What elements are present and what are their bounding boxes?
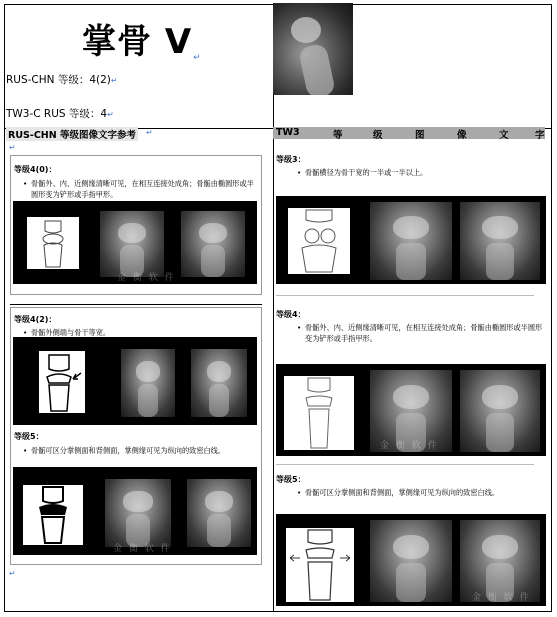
watermark: 金 衡 软 件 — [117, 273, 176, 283]
paragraph-mark-icon: ↵ — [9, 143, 16, 152]
grade-label: 等级5： — [276, 475, 306, 484]
image-panel — [276, 196, 546, 284]
rus-chn-grade: RUS-CHN 等级：4(2)↵ — [6, 74, 118, 86]
epiphysis-shape — [291, 17, 321, 43]
watermark: 金 衡 软 件 — [113, 544, 172, 554]
grade-label: 等级4： — [276, 310, 306, 319]
paragraph-mark-icon: ↵ — [193, 53, 202, 63]
xray-image-icon — [370, 520, 452, 602]
section-divider — [276, 295, 534, 296]
xray-image-icon — [370, 202, 452, 280]
section-divider — [276, 464, 534, 465]
watermark: 金 衡 软 件 — [472, 593, 531, 603]
grade-description: • 骨骺可区分掌侧面和背侧面，掌侧缘可见为纵向的致密白线。 — [305, 487, 545, 498]
grade-label: 等级4(2)： — [14, 315, 57, 324]
tw3-grade: TW3-C RUS 等级：4↵ — [6, 108, 114, 120]
xray-image-icon — [460, 202, 540, 280]
xray-image-icon — [105, 479, 171, 547]
xray-image-icon — [100, 211, 164, 277]
xray-thumbnail — [273, 3, 353, 95]
paragraph-mark-icon: ↵ — [107, 110, 114, 119]
page-title: 掌骨 V↵ — [82, 22, 202, 63]
section-divider — [10, 304, 262, 305]
grade-description: • 骨骺外侧端与骨干等宽。 — [31, 327, 253, 338]
bone-sketch-icon — [39, 351, 85, 413]
tw3-title-char: 文 — [499, 130, 509, 141]
tw3-section-title — [273, 127, 545, 139]
xray-image-icon — [121, 349, 175, 417]
bone-sketch-icon — [286, 528, 354, 602]
image-panel — [276, 514, 546, 606]
bone-sketch-icon — [288, 208, 350, 274]
tw3-title-char: 图 — [415, 130, 425, 141]
watermark: 金 衡 软 件 — [380, 441, 439, 451]
grade-label: 等级3： — [276, 155, 306, 164]
grade-description: • 骨骺可区分掌侧面和背侧面，掌侧缘可见为纵向的致密白线。 — [31, 445, 243, 456]
paragraph-mark-icon: ↵ — [110, 76, 118, 85]
tw3-title-char: 级 — [373, 130, 383, 141]
rus-chn-section-title: RUS-CHN 等级图像文字参考 — [6, 127, 138, 141]
grade-description: • 骨骺外、内、近侧缘清晰可见，在相互连接处成角；骨骺由椭圆形或半圆形变为铲形或手指甲形。 — [305, 322, 545, 344]
grade-description: • 骨骺外、内、近侧缘清晰可见，在相互连接处成角；骨骺由椭圆形或半圆形变为铲形或手指甲形。 — [31, 178, 257, 200]
paragraph-mark-icon: ↵ — [146, 128, 153, 137]
grade-description: • 骨骺横径为骨干宽的一半或一半以上。 — [305, 167, 541, 178]
image-panel — [276, 364, 546, 456]
tw3-title-char: 等 — [333, 130, 343, 141]
xray-image-icon — [191, 349, 247, 417]
tw3-title-char: 字 — [535, 130, 545, 141]
grade-label: 等级4(0)： — [14, 165, 57, 174]
image-panel — [13, 337, 257, 425]
column-divider — [273, 5, 274, 611]
shaft-shape — [298, 43, 336, 95]
tw3-title-char: 像 — [457, 130, 467, 141]
grade-label: 等级5： — [14, 432, 44, 441]
xray-image-icon — [181, 211, 245, 277]
tw3-title-char: TW3 — [276, 127, 300, 138]
bone-sketch-icon — [27, 217, 79, 269]
xray-image-icon — [187, 479, 251, 547]
bone-sketch-icon — [284, 376, 354, 450]
bone-sketch-icon — [23, 485, 83, 545]
paragraph-mark-icon: ↵ — [9, 569, 16, 578]
image-panel — [13, 467, 257, 555]
xray-image-icon — [460, 370, 540, 452]
image-panel — [13, 201, 257, 284]
